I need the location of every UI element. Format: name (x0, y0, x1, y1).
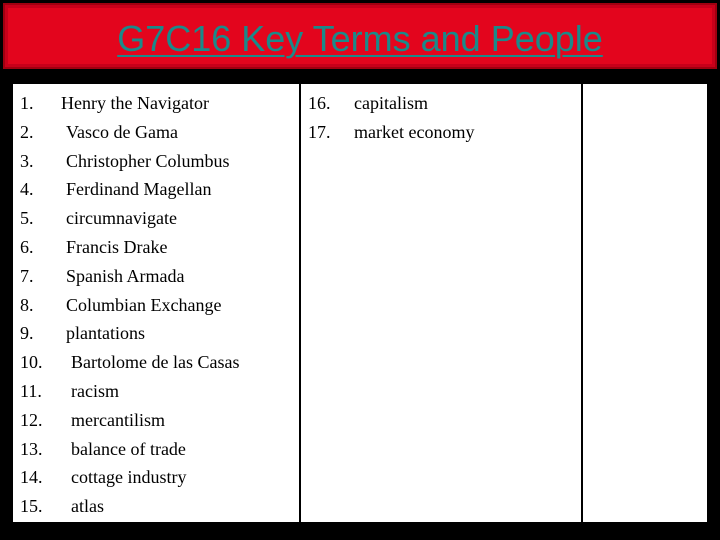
term-row: 3. Christopher Columbus (20, 150, 230, 171)
term-row: 17. market economy (308, 121, 475, 142)
term-row: 9. plantations (20, 323, 145, 344)
term-row: 12. mercantilism (20, 409, 165, 430)
term-row: 14. cottage industry (20, 467, 187, 488)
term-row: 5. circumnavigate (20, 208, 177, 229)
term-row: 11. racism (20, 380, 119, 401)
term-row: 2. Vasco de Gama (20, 121, 178, 142)
terms-column-1 (20, 89, 295, 521)
term-row: 8. Columbian Exchange (20, 294, 222, 315)
term-row: 16. capitalism (308, 93, 428, 113)
terms-column-2 (308, 89, 576, 147)
term-row: 1. Henry the Navigator (20, 93, 209, 113)
slide-title: G7C16 Key Terms and People (117, 18, 603, 59)
term-row: 6. Francis Drake (20, 236, 168, 257)
term-row: 10. Bartolome de las Casas (20, 352, 240, 373)
term-row: 15. atlas (20, 496, 104, 517)
term-row: 7. Spanish Armada (20, 265, 185, 286)
column-divider-1 (299, 84, 301, 522)
title-banner (3, 3, 717, 69)
column-divider-2 (581, 84, 583, 522)
terms-table (13, 84, 707, 522)
term-row: 4. Ferdinand Magellan (20, 179, 212, 200)
term-row: 13. balance of trade (20, 438, 186, 459)
